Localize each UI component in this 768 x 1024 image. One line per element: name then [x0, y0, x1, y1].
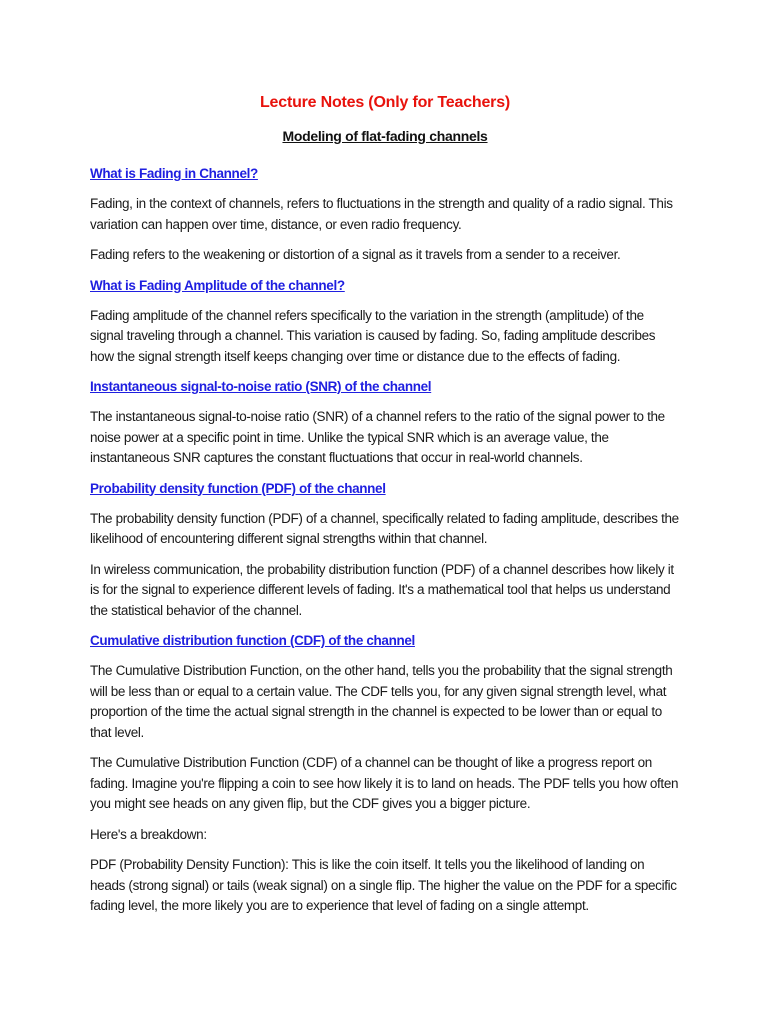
paragraph: Fading refers to the weakening or distortion of a signal as it travels from a sender to a receiver. — [90, 247, 621, 262]
paragraph: PDF (Probability Density Function): This is like the coin itself. It tells you the likelihood of landing on heads (strong signal) or tails (weak signal) on a single flip. The higher the value on the PDF for a specific fading level, the more likely you are to experience that level of fading on a single attempt. — [90, 857, 677, 913]
paragraph: The Cumulative Distribution Function, on the other hand, tells you the probability that the signal strength will be less than or equal to a certain value. The CDF tells you, for any given signal strength level, what proportion of the time the actual signal strength in the channel is expected to be lower than or equal to that level. — [90, 663, 673, 740]
document-title: Lecture Notes (Only for Teachers) — [259, 94, 511, 111]
paragraph: In wireless communication, the probability distribution function (PDF) of a channel describes how likely it is for the signal to experience different levels of fading. It's a mathematical tool that helps us understand the statistical behavior of the channel. — [90, 561, 674, 618]
paragraph: The Cumulative Distribution Function (CDF) of a channel can be thought of like a progress report on fading. Imagine you're flipping a coin to see how likely it is to land on heads. The PDF tells you how often you might see heads on any given flip, but the CDF gives you a bigger picture. — [90, 755, 679, 811]
section-fading — [90, 154, 680, 266]
section-cdf — [90, 621, 680, 917]
paragraph: Here's a breakdown: — [90, 826, 207, 842]
section-pdf — [90, 469, 680, 622]
section-heading-link[interactable]: Probability density function (PDF) of the channel — [90, 480, 386, 496]
paragraph: The probability density function (PDF) of a channel, specifically related to fading amplitude, describes the likelihood of encountering different signal strengths within that channel. — [90, 510, 679, 546]
document-subtitle: Modeling of flat-fading channels — [282, 128, 488, 144]
section-instantaneous-snr — [90, 367, 680, 469]
section-heading-link[interactable]: Cumulative distribution function (CDF) of the channel — [90, 633, 415, 648]
paragraph: Fading amplitude of the channel refers specifically to the variation in the strength (amplitude) of the signal traveling through a channel. This variation is caused by fading. So, fading amplitude describes how the signal strength itself keeps changing over time or distance due to the effects of fading. — [90, 307, 656, 364]
section-fading-amplitude — [90, 266, 680, 368]
section-heading-link[interactable]: What is Fading Amplitude of the channel? — [90, 277, 345, 293]
paragraph: The instantaneous signal-to-noise ratio (SNR) of a channel refers to the ratio of the signal power to the noise power at a specific point in time. Unlike the typical SNR which is an average value, the instantaneous SNR captures the constant fluctuations that occur in real-world channels. — [90, 409, 665, 465]
section-heading-link[interactable]: What is Fading in Channel? — [90, 166, 258, 181]
section-heading-link[interactable]: Instantaneous signal-to-noise ratio (SNR) of the channel — [90, 379, 432, 394]
paragraph: Fading, in the context of channels, refers to fluctuations in the strength and quality of a radio signal. This variation can happen over time, distance, or even radio frequency. — [90, 196, 673, 232]
document-content — [90, 92, 680, 917]
